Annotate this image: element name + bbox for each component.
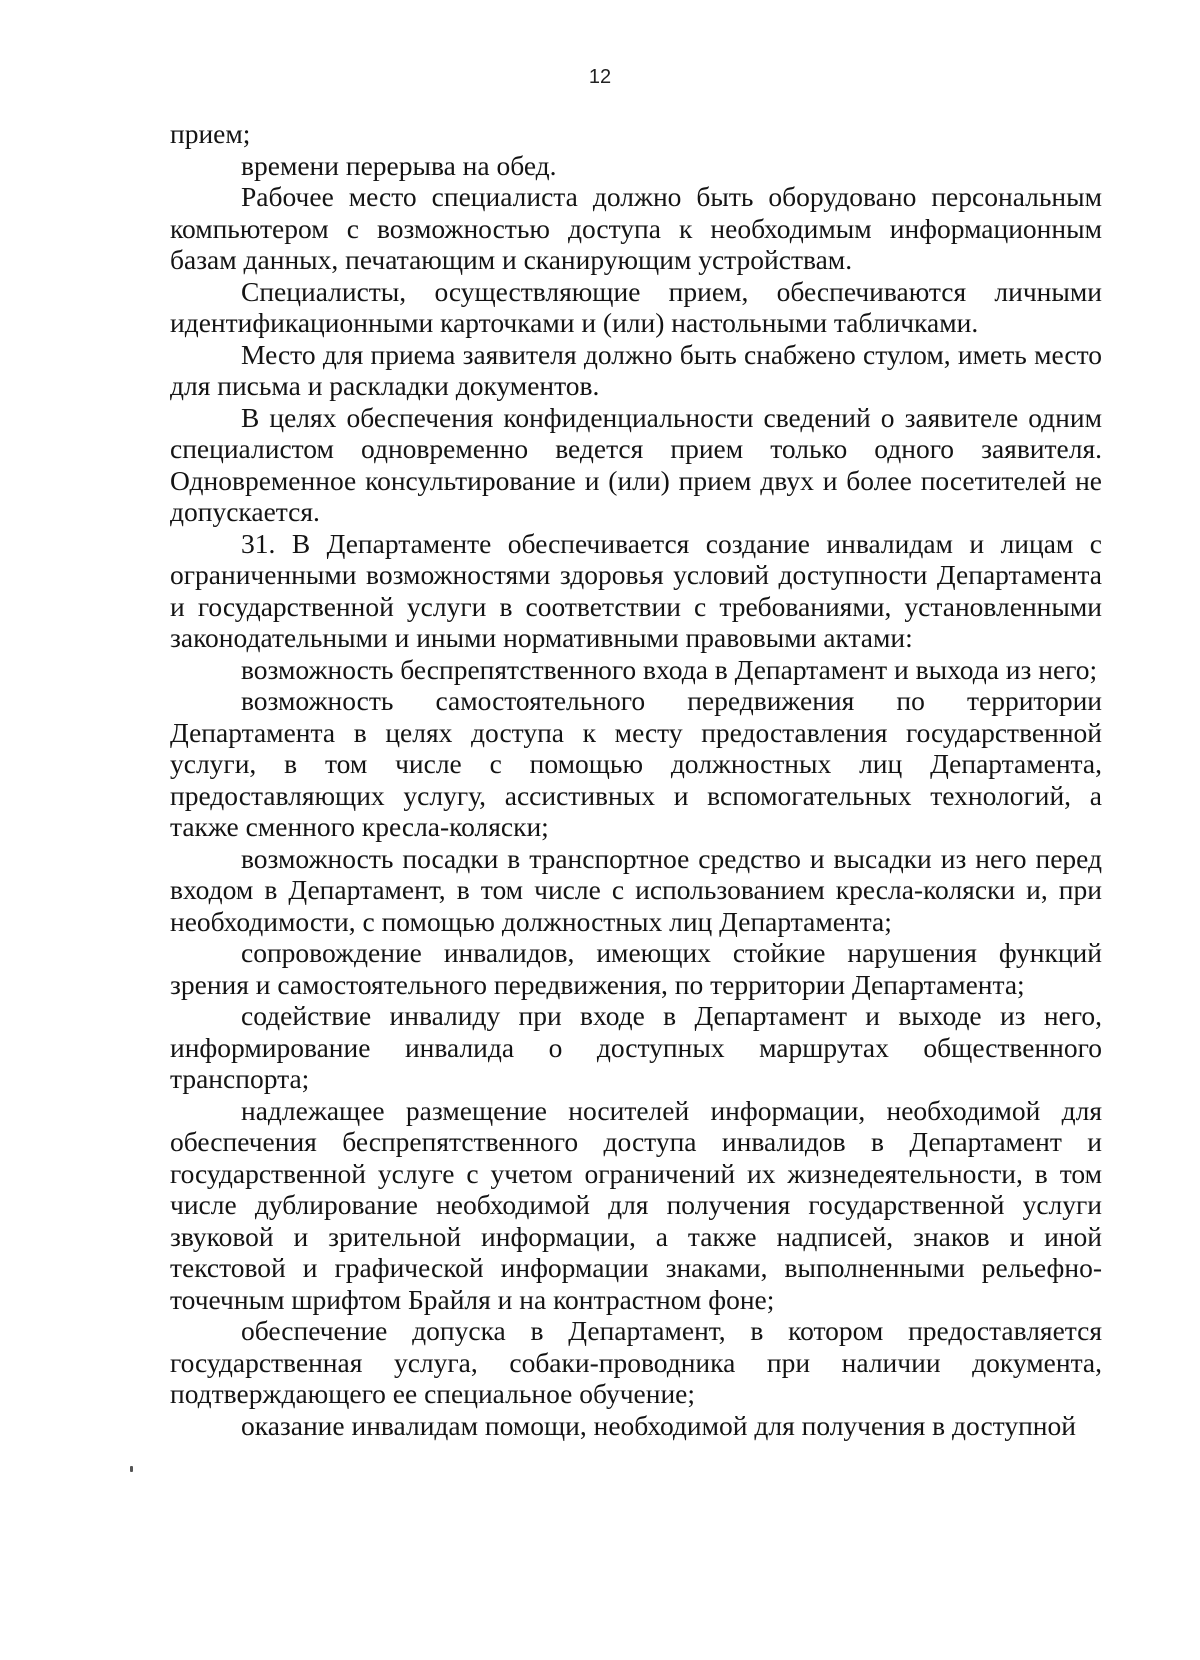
paragraph: возможность посадки в транспортное средство и высадки из него перед входом в Департамент, в том числе с использованием кресла-коляски и, при необходимости, с помощью должностных лиц Департамента; (170, 842, 1102, 937)
paragraph: обеспечение допуска в Департамент, в котором предоставляется государственная услуга, собаки-проводника при наличии документа, подтверждающего ее специальное обучение; (170, 1315, 1102, 1409)
document-body (170, 118, 1102, 1441)
paragraph: возможность беспрепятственного входа в Департамент и выхода из него; (241, 653, 1098, 685)
paragraph: В целях обеспечения конфиденциальности сведений о заявителе одним специалистом одновременно ведется прием только одного заявителя. Одновременное консультирование и (или) прием двух и более посетителей не допускается. (170, 401, 1102, 527)
paragraph: Специалисты, осуществляющие прием, обеспечиваются личными идентификационными карточками и (или) настольными табличками. (170, 275, 1102, 338)
page-number: 12 (588, 66, 612, 88)
paragraph: Рабочее место специалиста должно быть оборудовано персональным компьютером с возможностью доступа к необходимым информационным базам данных, печатающим и сканирующим устройствам. (170, 181, 1102, 275)
paragraph: содействие инвалиду при входе в Департамент и выходе из него, информирование инвалида о доступных маршрутах общественного транспорта; (170, 1000, 1102, 1094)
paragraph: прием; (170, 118, 251, 149)
paragraph: сопровождение инвалидов, имеющих стойкие нарушения функций зрения и самостоятельного передвижения, по территории Департамента; (170, 937, 1102, 1000)
paragraph: 31. В Департаменте обеспечивается создание инвалидам и лицам с ограниченными возможностями здоровья условий доступности Департамента и государственной услуги в соответствии с требованиями, установленными законодательными и иными нормативными правовыми актами: (170, 527, 1102, 653)
scan-speck (130, 1466, 133, 1472)
paragraph: надлежащее размещение носителей информации, необходимой для обеспечения беспрепятственного доступа инвалидов в Департамент и государственной услуге с учетом ограничений их жизнедеятельности, в том числе дублирование необходимой для получения государственной услуги звуковой и зрительной информации, а также надписей, знаков и иной текстовой и графической информации знаками, выполненными рельефно-точечным шрифтом Брайля и на контрастном фоне; (170, 1094, 1102, 1315)
paragraph: возможность самостоятельного передвижения по территории Департамента в целях доступа к месту предоставления государственной услуги, в том числе с помощью должностных лиц Департамента, предоставляющих услугу, ассистивных и вспомогательных технологий, а также сменного кресла-коляски; (170, 685, 1102, 842)
paragraph: времени перерыва на обед. (241, 149, 557, 181)
paragraph: оказание инвалидам помощи, необходимой для получения в доступной (241, 1409, 1076, 1441)
paragraph: Место для приема заявителя должно быть снабжено стулом, иметь место для письма и раскладки документов. (170, 338, 1102, 401)
